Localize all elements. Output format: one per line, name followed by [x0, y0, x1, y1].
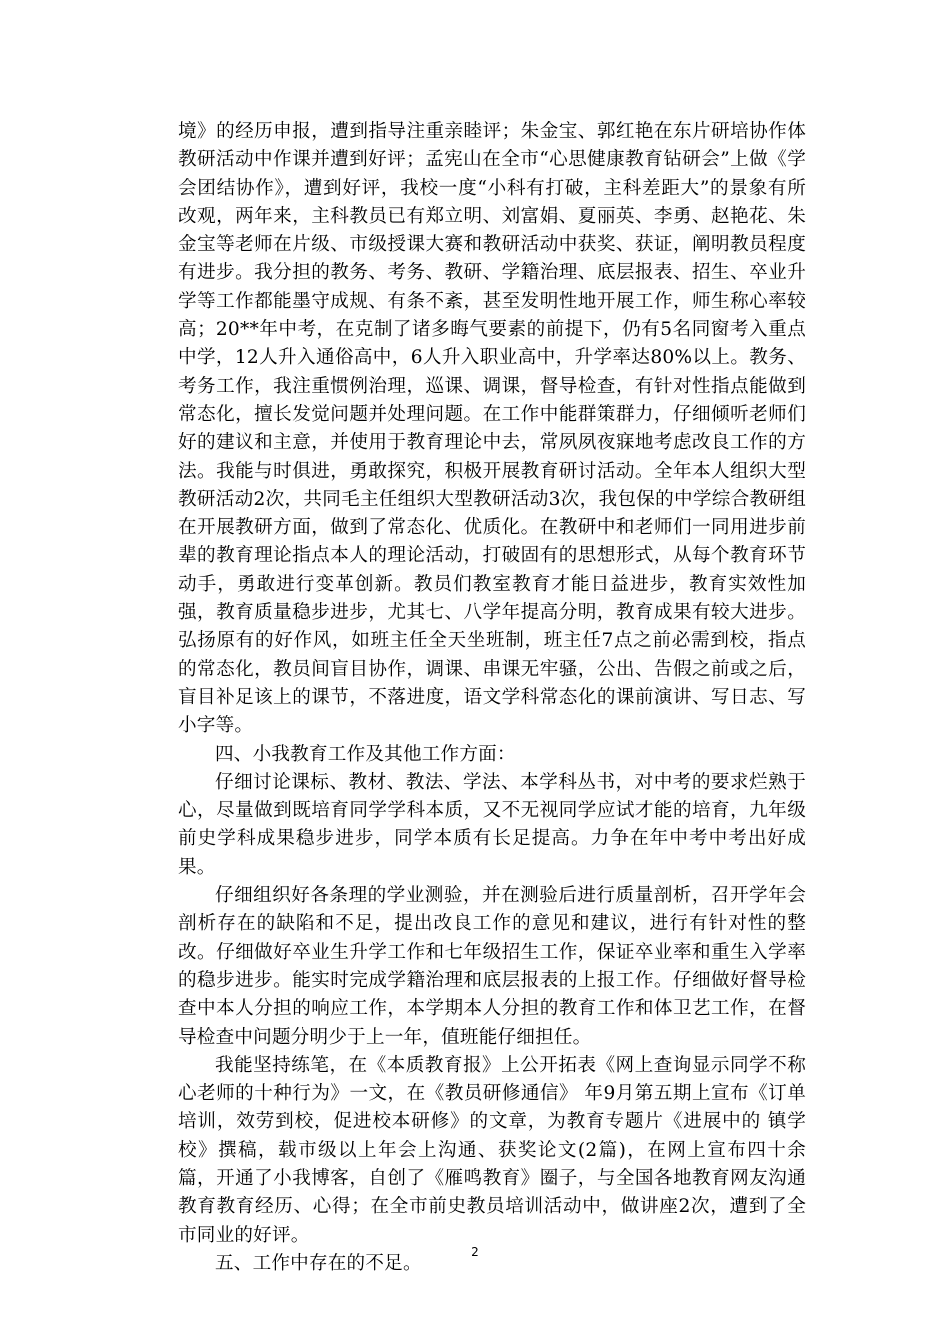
paragraph-1: 境》的经历申报，遭到指导注重亲睦评；朱金宝、郭红艳在东片研培协作体教研活动中作课并遭到好评；孟宪山在全市“心思健康教育钻研会”上做《学会团结协作》，遭到好评，我校一度“小科有打破，主科差距大”的景象有所改观，两年来，主科教员已有郑立明、刘富娟、夏丽英、李勇、赵艳花、朱金宝等老师在片级、市级授课大赛和教研活动中获奖、获证，阐明教员程度有进步。我分担的教务、考务、教研、学籍治理、底层报表、招生、卒业升学等工作都能墨守成规、有条不紊，甚至发明性地开展工作，师生称心率较高；20**年中考，在克制了诸多晦气要素的前提下，仍有5名同窗考入重点中学，12人升入通俗高中，6人升入职业高中，升学率达80%以上。教务、考务工作，我注重惯例治理，巡课、调课，督导检查，有针对性指点能做到常态化，擅长发觉问题并处理问题。在工作中能群策群力，仔细倾听老师们好的建议和主意，并使用于教育理论中去，常夙夙夜寐地考虑改良工作的方法。我能与时俱进，勇敢探究，积极开展教育研讨活动。全年本人组织大型教研活动2次，共同毛主任组织大型教研活动3次，我包保的中学综合教研组在开展教研方面，做到了常态化、优质化。在教研中和老师们一同用进步前辈的教育理论指点本人的理论活动，打破固有的思想形式，从每个教育环节动手，勇敢进行变革创新。教员们教室教育才能日益进步，教育实效性加强，教育质量稳步进步，尤其七、八学年提高分明，教育成果有较大进步。弘扬原有的好作风，如班主任全天坐班制，班主任7点之前必需到校，指点的常态化，教员间盲目协作，调课、串课无牢骚，公出、告假之前或之后，盲目补足该上的课节，不落进度，语文学科常态化的课前演讲、写日志、写小字等。 [178, 121, 806, 737]
section-heading-4: 四、小我教育工作及其他工作方面： [215, 743, 516, 765]
section-heading-5: 五、工作中存在的不足。 [215, 1252, 422, 1274]
paragraph-2: 仔细讨论课标、教材、教法、学法、本学科丛书，对中考的要求烂熟于心，尽量做到既培育同学学科本质，又不无视同学应试才能的培育，九年级前史学科成果稳步进步，同学本质有长足提高。力争在年中考中考出好成果。 [178, 771, 806, 878]
paragraph-4: 我能坚持练笔，在《本质教育报》上公开拓表《网上查询显示同学不称心老师的十种行为》一文，在《教员研修通信》 年9月第五期上宣布《订单培训，效劳到校，促进校本研修》的文章，为教育专题片《进展中的 镇学校》撰稿，载市级以上年会上沟通、获奖论文(2篇)，在网上宣布四十余篇，开通了小我博客，自创了《雁鸣教育》圈子，与全国各地教育网友沟通教育教育经历、心得；在全市前史教员培训活动中，做讲座2次，遭到了全市同业的好评。 [178, 1054, 806, 1246]
page-number: 2 [471, 1245, 479, 1259]
document-body [178, 118, 806, 1278]
paragraph-3: 仔细组织好各条理的学业测验，并在测验后进行质量剖析，召开学年会剖析存在的缺陷和不足，提出改良工作的意见和建议，进行有针对性的整改。仔细做好卒业生升学工作和七年级招生工作，保证卒业率和重生入学率的稳步进步。能实时完成学籍治理和底层报表的上报工作。仔细做好督导检查中本人分担的响应工作，本学期本人分担的教育工作和体卫艺工作，在督导检查中问题分明少于上一年，值班能仔细担任。 [178, 885, 806, 1048]
